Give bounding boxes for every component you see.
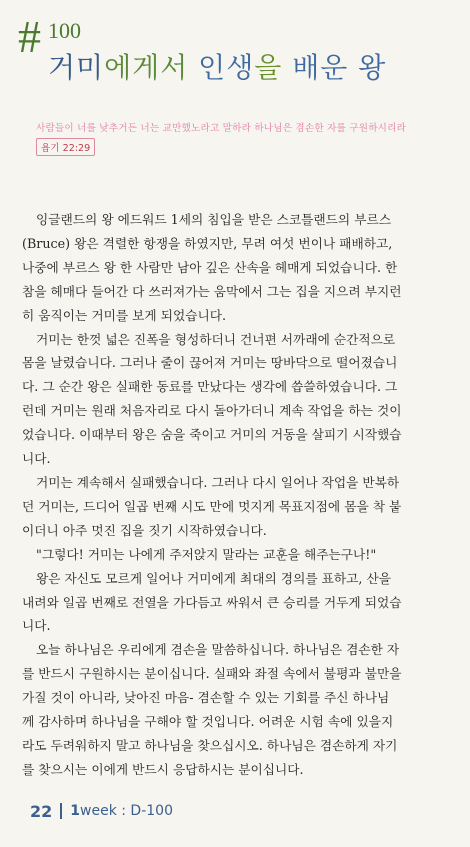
chapter-title bbox=[48, 46, 386, 86]
title-part: 인생 bbox=[188, 51, 255, 84]
text-line: 니다. bbox=[22, 618, 51, 634]
text-line: 히 움직이는 거미를 보게 되었습니다. bbox=[22, 307, 227, 323]
chapter-header bbox=[18, 11, 458, 84]
text-line: 라도 두려워하지 말고 하나님을 찾으십시오. 하나님은 겸손하게 자기 bbox=[22, 737, 398, 753]
week-number: 1 bbox=[70, 803, 81, 819]
text-line: 거미는 계속해서 실패했습니다. 그러나 다시 일어나 작업을 반복하 bbox=[36, 474, 400, 490]
text-line: 나중에 부르스 왕 한 사람만 남아 깊은 산속을 헤매게 되었습니다. 한 bbox=[22, 259, 398, 275]
page-number: 22 bbox=[30, 801, 53, 821]
day-countdown: : D-100 bbox=[116, 803, 173, 819]
text-line: "그렇다! 거미는 나에게 주저앉지 말라는 교훈을 해주는구나!" bbox=[36, 546, 377, 562]
page-footer bbox=[30, 800, 173, 822]
text-line: 께 감사하며 하나님을 구해야 할 것입니다. 어려운 시험 속에 있을지 bbox=[22, 714, 394, 730]
text-line: 거미는 한껏 넓은 진폭을 형성하더니 건너편 서까래에 순간적으로 bbox=[36, 331, 396, 347]
scripture-verse: 사람들이 너를 낮추거든 너는 교만했노라고 말하라 하나님은 겸손한 자를 구원하시리라 bbox=[36, 123, 407, 134]
text-line: 참을 헤매다 들어간 다 쓰러져가는 움막에서 그는 집을 지으려 부지런 bbox=[22, 283, 402, 299]
text-line: 이더니 아주 멋진 집을 짓기 시작하였습니다. bbox=[22, 522, 267, 538]
text-line: 몸을 날렸습니다. 그러나 줄이 끊어져 거미는 땅바닥으로 떨어졌습니 bbox=[22, 355, 398, 371]
week-label bbox=[70, 803, 173, 819]
text-line: 내려와 일곱 번째로 전열을 가다듬고 싸워서 큰 승리를 거두게 되었습 bbox=[22, 594, 402, 610]
text-line: 었습니다. 이때부터 왕은 숨을 죽이고 거미의 거동을 살피기 시작했습 bbox=[22, 427, 402, 443]
title-part: 에게서 bbox=[104, 51, 189, 84]
text-line: 를 찾으시는 이에게 반드시 응답하시는 분이십니다. bbox=[22, 761, 304, 777]
text-line: 런데 거미는 원래 처음자리로 다시 돌아가더니 계속 작업을 하는 것이 bbox=[22, 403, 402, 419]
title-part: 거미 bbox=[48, 51, 105, 84]
text-line: 다. 그 순간 왕은 실패한 동료를 만났다는 생각에 씁쓸하였습니다. 그 bbox=[22, 379, 398, 395]
footer-divider bbox=[60, 803, 62, 819]
article-body bbox=[22, 208, 452, 782]
chapter-number: 100 bbox=[48, 18, 81, 43]
text-line: 가질 것이 아니라, 낮아진 마음- 겸손할 수 있는 기회를 주신 하나님 bbox=[22, 690, 390, 706]
hash-mark: # bbox=[18, 11, 41, 62]
text-line: 오늘 하나님은 우리에게 겸손을 말씀하십니다. 하나님은 겸손한 자 bbox=[36, 642, 400, 658]
title-part: 을 bbox=[254, 51, 283, 84]
text-line: 던 거미는, 드디어 일곱 번째 시도 만에 멋지게 목표지점에 몸을 착 붙 bbox=[22, 498, 402, 514]
text-line: 왕은 자신도 모르게 일어나 거미에게 최대의 경의를 표하고, 산을 bbox=[36, 570, 391, 586]
text-line: 를 반드시 구원하시는 분이십니다. 실패와 좌절 속에서 불평과 불만을 bbox=[22, 666, 402, 682]
week-word: week bbox=[80, 803, 117, 819]
text-line: 니다. bbox=[22, 451, 51, 467]
scripture-reference: 욥기 22:29 bbox=[36, 138, 95, 156]
text-line: 잉글랜드의 왕 에드워드 1세의 침입을 받은 스코틀랜드의 부르스 bbox=[36, 212, 391, 227]
text-line: (Bruce) 왕은 격렬한 항쟁을 하였지만, 무려 여섯 번이나 패배하고, bbox=[22, 235, 393, 251]
title-part: 배운 왕 bbox=[282, 51, 387, 84]
